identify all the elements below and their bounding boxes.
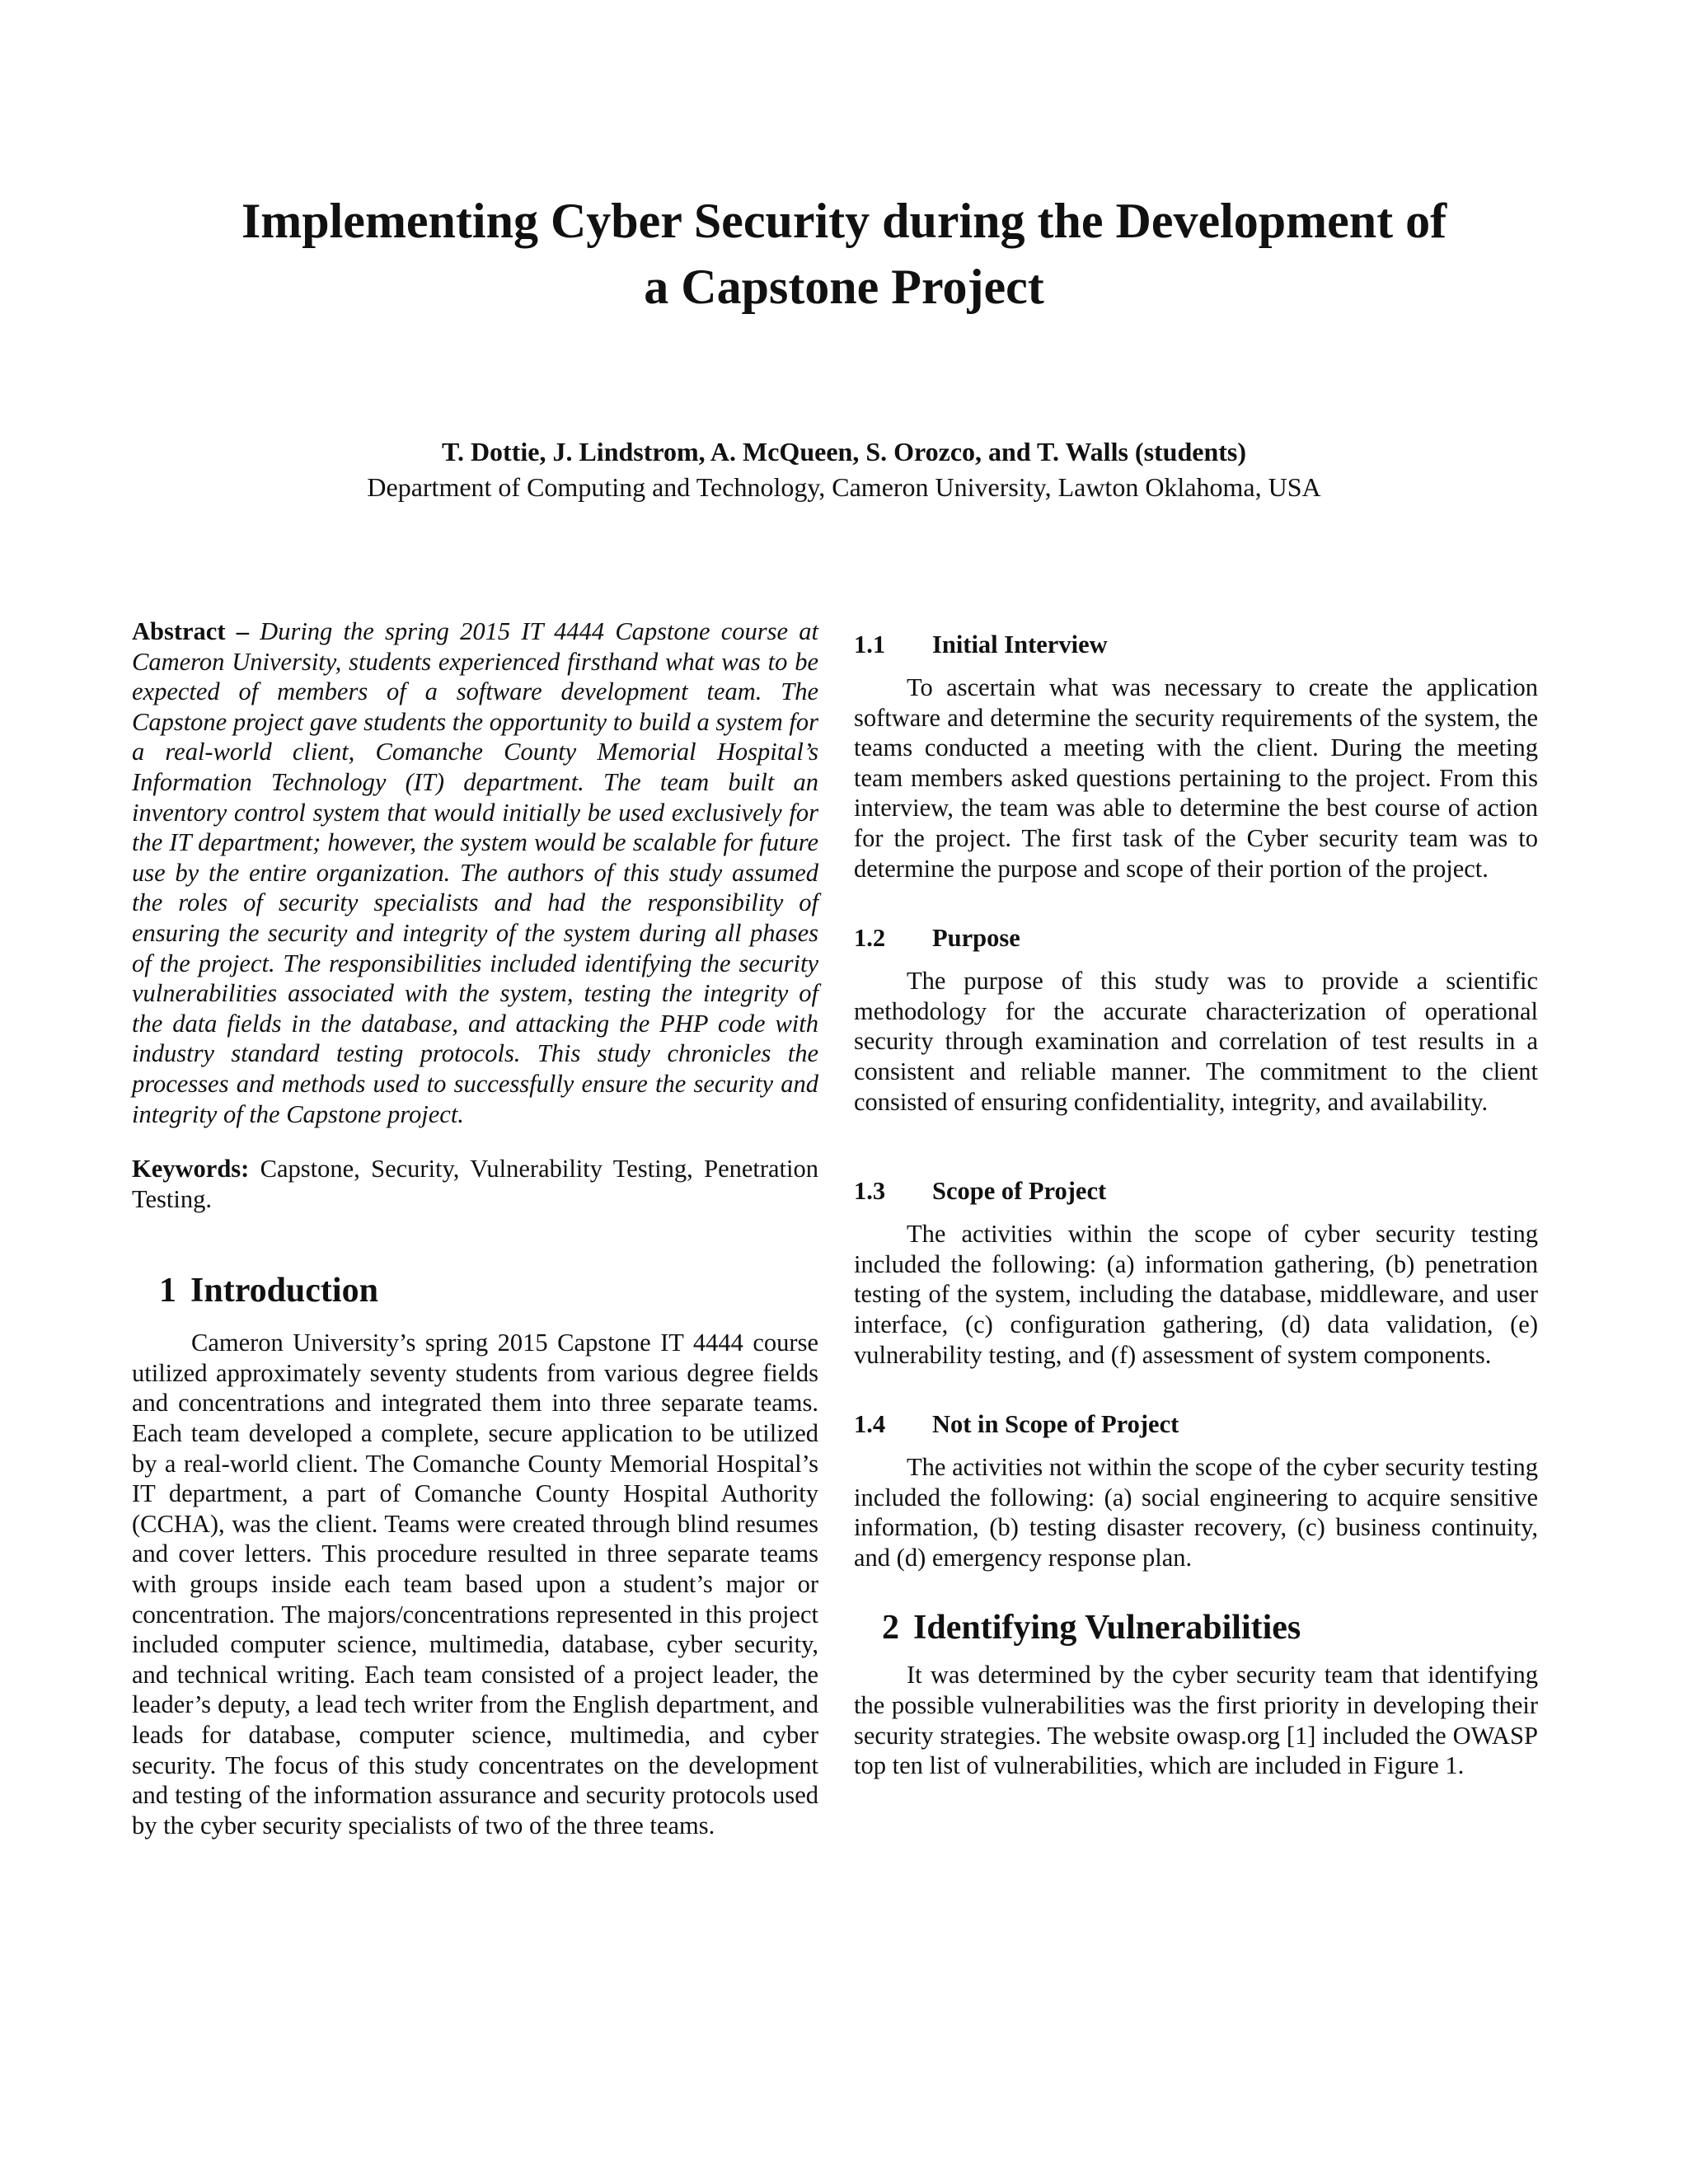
section-1-number: 1	[159, 1272, 176, 1310]
right-column	[854, 630, 1538, 1781]
title-line-2: a Capstone Project	[644, 260, 1044, 314]
section-2-number: 2	[882, 1609, 899, 1647]
subsection-1-4-number: 1.4	[854, 1410, 886, 1439]
section-2-text: It was determined by the cyber security team that identifying the possible vulnerabilities was the first priority in developing their security strategies. The website owasp.org [1] included the OWASP top ten list of vulnerabilities, which are included in Figure 1.	[854, 1661, 1538, 1780]
subsection-1-3-title: Scope of Project	[932, 1177, 1107, 1206]
subsection-1-2-title: Purpose	[932, 924, 1020, 953]
title-line-1: Implementing Cyber Security during the Development of	[241, 194, 1447, 248]
paper-title	[99, 188, 1589, 320]
subsection-1-4-title: Not in Scope of Project	[932, 1410, 1179, 1439]
affiliation: Department of Computing and Technology, Cameron University, Lawton Oklahoma, USA	[367, 472, 1321, 502]
subsection-1-1-heading	[854, 630, 1538, 659]
keywords	[132, 1154, 818, 1214]
subsection-1-1-title: Initial Interview	[932, 630, 1108, 658]
section-2-heading	[854, 1607, 1538, 1648]
subsection-1-2-heading	[854, 923, 1538, 953]
section-2-title: Identifying Vulnerabilities	[913, 1609, 1301, 1647]
subsection-1-3-number: 1.3	[854, 1177, 886, 1206]
author-list: T. Dottie, J. Lindstrom, A. McQueen, S. Orozco, and T. Walls (students)	[441, 437, 1247, 466]
section-1-heading	[132, 1270, 818, 1311]
subsection-1-1-text: To ascertain what was necessary to create the application software and determine the security requirements of the system, the teams conducted a meeting with the client. During the meeting team members asked questions pertaining to the project. From this interview, the team was able to determine the best course of action for the project. The first task of the Cyber security team was to determine the purpose and scope of their portion of the project.	[854, 673, 1538, 883]
abstract	[132, 616, 818, 1129]
subsection-1-1-number: 1.1	[854, 630, 886, 658]
subsection-1-3-text: The activities within the scope of cyber security testing included the following: (a) information gathering, (b) penetration testing of the system, including the database, middleware, and user interface, (c) configuration gathering, (d) data validation, (e) vulnerability testing, and (f) assessment of system components.	[854, 1220, 1538, 1369]
section-1-text: Cameron University’s spring 2015 Capstone IT 4444 course utilized approximately seventy students from various degree fields and concentrations and integrated them into three separate teams. Each team developed a complete, secure application to be utilized by a real-world client. The Comanche County Memorial Hospital’s IT department, a part of Comanche County Hospital Authority (CCHA), was the client. Teams were created through blind resumes and cover letters. This procedure resulted in three separate teams with groups inside each team based upon a student’s major or concentration. The majors/concentrations represented in this project included computer science, multimedia, database, cyber security, and technical writing. Each team consisted of a project leader, the leader’s deputy, a lead tech writer from the English department, and leads for database, computer science, multimedia, and cyber security. The focus of this study concentrates on the development and testing of the information assurance and security protocols used by the cyber security specialists of two of the three teams.	[132, 1329, 818, 1840]
subsection-1-2-text: The purpose of this study was to provide a scientific methodology for the accurate characterization of operational security through examination and correlation of test results in a consistent and reliable manner. The commitment to the client consisted of ensuring confidentiality, integrity, and availability.	[854, 967, 1538, 1116]
subsection-1-3-heading	[854, 1176, 1538, 1206]
section-1-title: Introduction	[190, 1272, 378, 1310]
left-column	[132, 616, 818, 1840]
abstract-text: During the spring 2015 IT 4444 Capstone course at Cameron University, students experienced firsthand what was to be expected of members of a software development team. The Capstone project gave students the opportunity to build a system for a real-world client, Comanche County Memorial Hospital’s Information Technology (IT) department. The team built an inventory control system that would initially be used exclusively for the IT department; however, the system would be scalable for future use by the entire organization. The authors of this study assumed the roles of security specialists and had the responsibility of ensuring the security and integrity of the system during all phases of the project. The responsibilities included identifying the security vulnerabilities associated with the system, testing the integrity of the data fields in the database, and attacking the PHP code with industry standard testing protocols. This study chronicles the processes and methods used to successfully ensure the security and integrity of the Capstone project.	[132, 617, 818, 1128]
keywords-text: Capstone, Security, Vulnerability Testing, Penetration Testing.	[132, 1155, 819, 1213]
subsection-1-2-number: 1.2	[854, 924, 886, 953]
subsection-1-4-text: The activities not within the scope of the cyber security testing included the following: (a) social engineering to acquire sensitive information, (b) testing disaster recovery, (c) business continuity, and (d) emergency response plan.	[854, 1453, 1538, 1572]
subsection-1-4-heading	[854, 1409, 1538, 1439]
abstract-label: Abstract –	[132, 617, 249, 645]
keywords-label: Keywords:	[132, 1155, 250, 1183]
